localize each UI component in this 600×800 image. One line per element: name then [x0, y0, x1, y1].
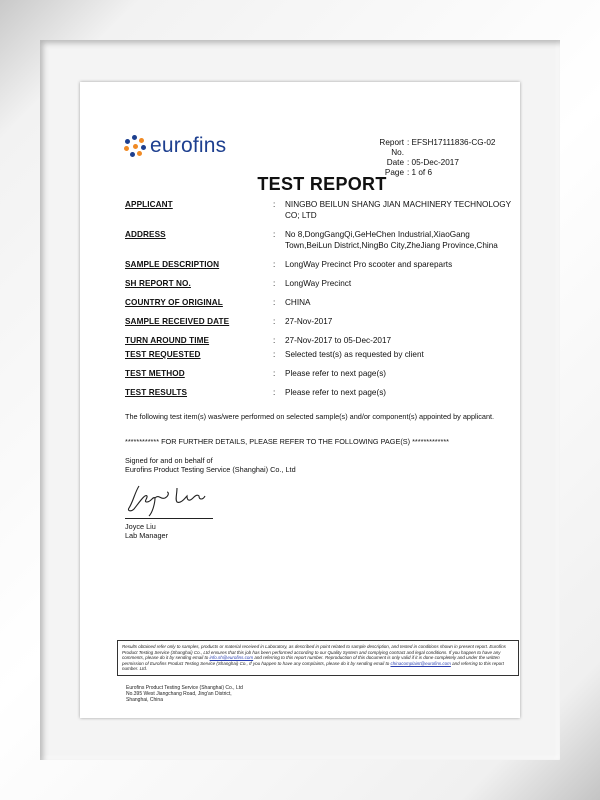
disclaimer-box [117, 640, 519, 676]
report-number-value: : EFSH17111836-CG-02 [407, 138, 496, 147]
applicant-statement: The following test item(s) was/were performed on selected sample(s) and/or component(s) appointed by applicant. [125, 412, 495, 421]
report-number-row [366, 138, 495, 158]
footer-street: No.395 West Jiangchang Road, Jing'an District, [126, 691, 232, 697]
test-results-value: Please refer to next page(s) [285, 388, 387, 397]
company-name: Eurofins Product Testing Service (Shanghai) Co., Ltd [125, 465, 296, 474]
colon: : [273, 279, 276, 288]
colon: : [273, 298, 276, 307]
report-title: TEST REPORT [257, 174, 387, 194]
address-value: No 8,DongGangQi,GeHeChen Industrial,XiaoGang Town,BeiLun District,NingBo City,ZheJiang Province,China [285, 230, 498, 250]
signatory [125, 522, 168, 540]
sh-report-no-label: SH REPORT NO. [125, 279, 191, 288]
test-results-label: TEST RESULTS [125, 388, 188, 397]
report-date-value: : 05-Dec-2017 [407, 158, 459, 167]
sample-description-value: LongWay Precinct Pro scooter and spareparts [285, 260, 453, 269]
report-meta [366, 138, 495, 178]
footer-address [126, 685, 243, 703]
further-details-notice: ************ FOR FURTHER DETAILS, PLEASE REFER TO THE FOLLOWING PAGE(S) ************* [125, 437, 449, 446]
report-number-label: Report No. [379, 138, 404, 157]
eurofins-logo [124, 134, 226, 158]
colon: : [273, 317, 276, 326]
signed-for-text: Signed for and on behalf of [125, 456, 213, 465]
disclaimer-text-1: Results obtained refer only to samples, products or material received in Laboratory, as described in point related to sample description, and tested in conditions shown in present report. Eurofins Product Testing Service (Shanghai) Co., Ltd ensures that this job has been performed according to our Quality System and complying contract and legal conditions. If you happen to have any comments, please do it by sending email to [122, 644, 506, 661]
applicant-value: NINGBO BEILUN SHANG JIAN MACHINERY TECHNOLOGY CO; LTD [285, 200, 511, 220]
country-of-original-label: COUNTRY OF ORIGINAL [125, 298, 223, 307]
disclaimer-text-2: and referring to this report number. Reproduction of this document is only valid if it is done completely and under the written permission of Eurofins Product Testing Service (Shanghai) Co., If you happen to have any complaints, please do it by sending email to [122, 655, 500, 666]
logo-text: eurofins [150, 134, 227, 157]
signatory-name: Joyce Liu [125, 522, 156, 531]
colon: : [273, 200, 276, 209]
colon: : [273, 350, 276, 359]
page-number-value: : 1 of 6 [407, 168, 433, 177]
turn-around-time-label: TURN AROUND TIME [125, 336, 210, 345]
colon: : [273, 260, 276, 269]
sh-report-no-value: LongWay Precinct [285, 279, 352, 288]
report-date-label: Date [386, 158, 404, 167]
report-page [80, 82, 520, 718]
sample-description-label: SAMPLE DESCRIPTION [125, 260, 220, 269]
disclaimer-text-3: and referring to this report number. Ltd. [122, 660, 504, 672]
page-number-label: Page [384, 168, 404, 177]
eurofins-dots-logo-icon [124, 135, 146, 157]
turn-around-time-value: 27-Nov-2017 to 05-Dec-2017 [285, 336, 392, 345]
colon: : [273, 369, 276, 378]
footer-city: Shanghai, China [126, 697, 163, 703]
signature-block [125, 456, 296, 474]
info-email-link[interactable]: info.sh@eurofins.com [209, 655, 254, 661]
applicant-label: APPLICANT [125, 200, 173, 209]
report-date-row [366, 158, 495, 168]
test-method-label: TEST METHOD [125, 369, 185, 378]
signatory-title: Lab Manager [125, 531, 169, 540]
colon: : [273, 336, 276, 345]
test-requested-label: TEST REQUESTED [125, 350, 201, 359]
address-label: ADDRESS [125, 230, 166, 239]
colon: : [273, 388, 276, 397]
test-requested-value: Selected test(s) as requested by client [285, 350, 424, 359]
test-method-value: Please refer to next page(s) [285, 369, 387, 378]
signature-line [125, 518, 213, 519]
handwritten-signature [125, 478, 215, 518]
sample-received-date-value: 27-Nov-2017 [285, 317, 333, 326]
country-of-original-value: CHINA [285, 298, 311, 307]
colon: : [273, 230, 276, 239]
sample-received-date-label: SAMPLE RECEIVED DATE [125, 317, 230, 326]
complaint-email-link[interactable]: chinacomplaint@eurofins.com [390, 660, 451, 666]
footer-company: Eurofins Product Testing Service (Shanghai) Co., Ltd [126, 685, 243, 691]
